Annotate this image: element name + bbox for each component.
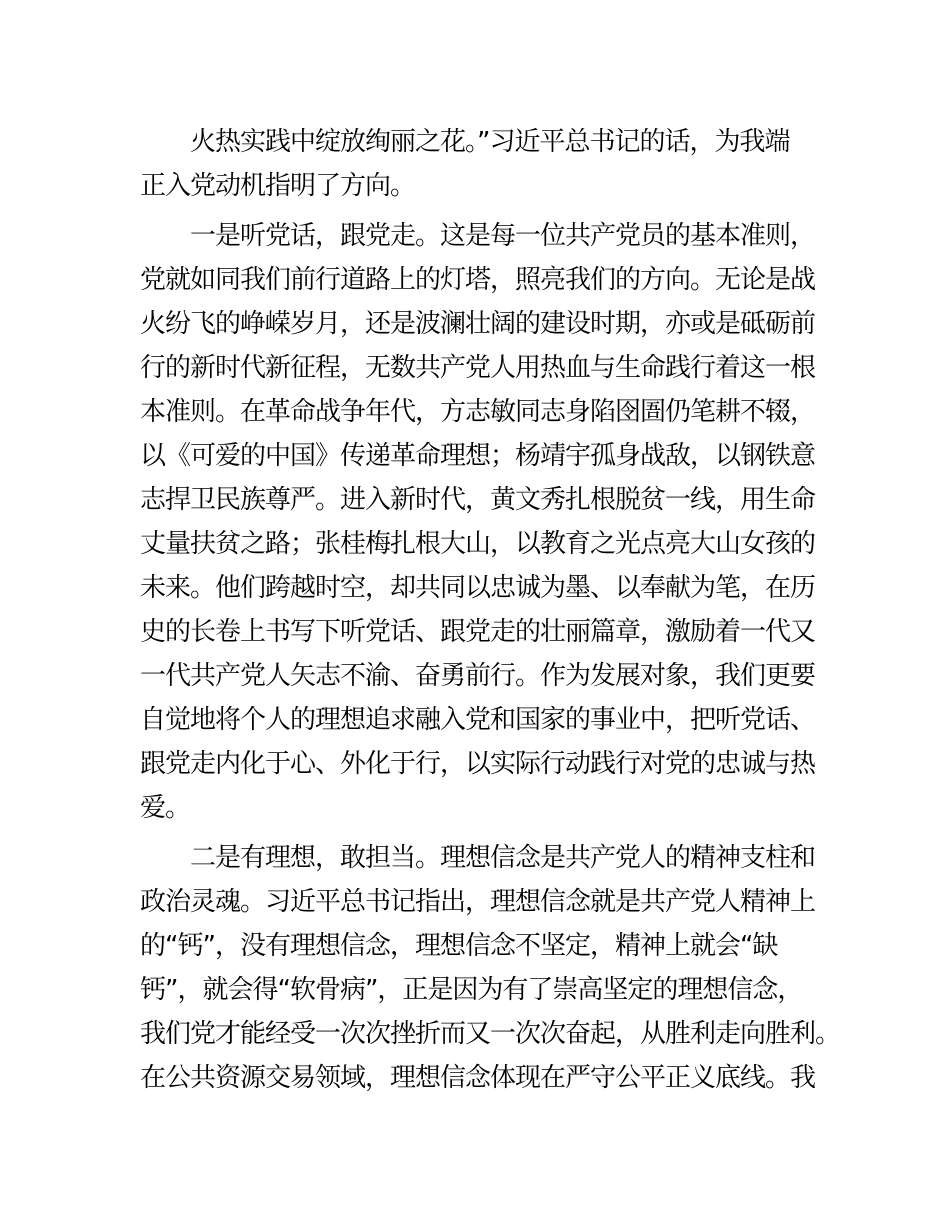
text-line: 跟党走内化于心、外化于行，以实际行动践行对党的忠诚与热 [140, 749, 816, 779]
text-line: 的“钙”，没有理想信念，理想信念不坚定，精神上就会“缺 [140, 931, 778, 961]
text-line: 党就如同我们前行道路上的灯塔，照亮我们的方向。无论是战 [140, 265, 816, 295]
text-line: 一是听党话，跟党走。这是每一位共产党员的基本准则， [190, 221, 816, 251]
text-line: 一代共产党人矢志不渝、奋勇前行。作为发展对象，我们更要 [140, 661, 816, 691]
text-line: 二是有理想，敢担当。理想信念是共产党人的精神支柱和 [190, 843, 816, 873]
text-line: 史的长卷上书写下听党话、跟党走的壮丽篇章，激励着一代又 [140, 617, 816, 647]
text-line: 志捍卫民族尊严。进入新时代，黄文秀扎根脱贫一线，用生命 [140, 485, 816, 515]
text-line: 钙”，就会得“软骨病”，正是因为有了崇高坚定的理想信念， [140, 975, 803, 1005]
text-line: 未来。他们跨越时空，却共同以忠诚为墨、以奉献为笔，在历 [140, 573, 816, 603]
text-line: 火热实践中绽放绚丽之花。”习近平总书记的话，为我端 [190, 127, 790, 157]
document-text [140, 120, 841, 1100]
text-line: 火纷飞的峥嵘岁月，还是波澜壮阔的建设时期，亦或是砥砺前 [140, 309, 816, 339]
paragraph [140, 214, 816, 830]
text-line: 行的新时代新征程，无数共产党人用热血与生命践行着这一根 [140, 353, 816, 383]
text-line: 我们党才能经受一次次挫折而又一次次奋起，从胜利走向胜利。 [140, 1019, 841, 1049]
text-line: 爱。 [140, 793, 191, 823]
text-line: 在公共资源交易领域，理想信念体现在严守公平正义底线。我 [140, 1063, 816, 1093]
text-line: 政治灵魂。习近平总书记指出，理想信念就是共产党人精神上 [140, 887, 816, 917]
text-line: 本准则。在革命战争年代，方志敏同志身陷囹圄仍笔耕不辍， [140, 397, 816, 427]
text-line: 以《可爱的中国》传递革命理想；杨靖宇孤身战敌，以钢铁意 [140, 441, 816, 471]
paragraph [140, 120, 810, 208]
text-line: 正入党动机指明了方向。 [140, 171, 416, 201]
text-line: 自觉地将个人的理想追求融入党和国家的事业中，把听党话、 [140, 705, 816, 735]
text-line: 丈量扶贫之路；张桂梅扎根大山，以教育之光点亮大山女孩的 [140, 529, 816, 559]
paragraph [140, 836, 841, 1100]
